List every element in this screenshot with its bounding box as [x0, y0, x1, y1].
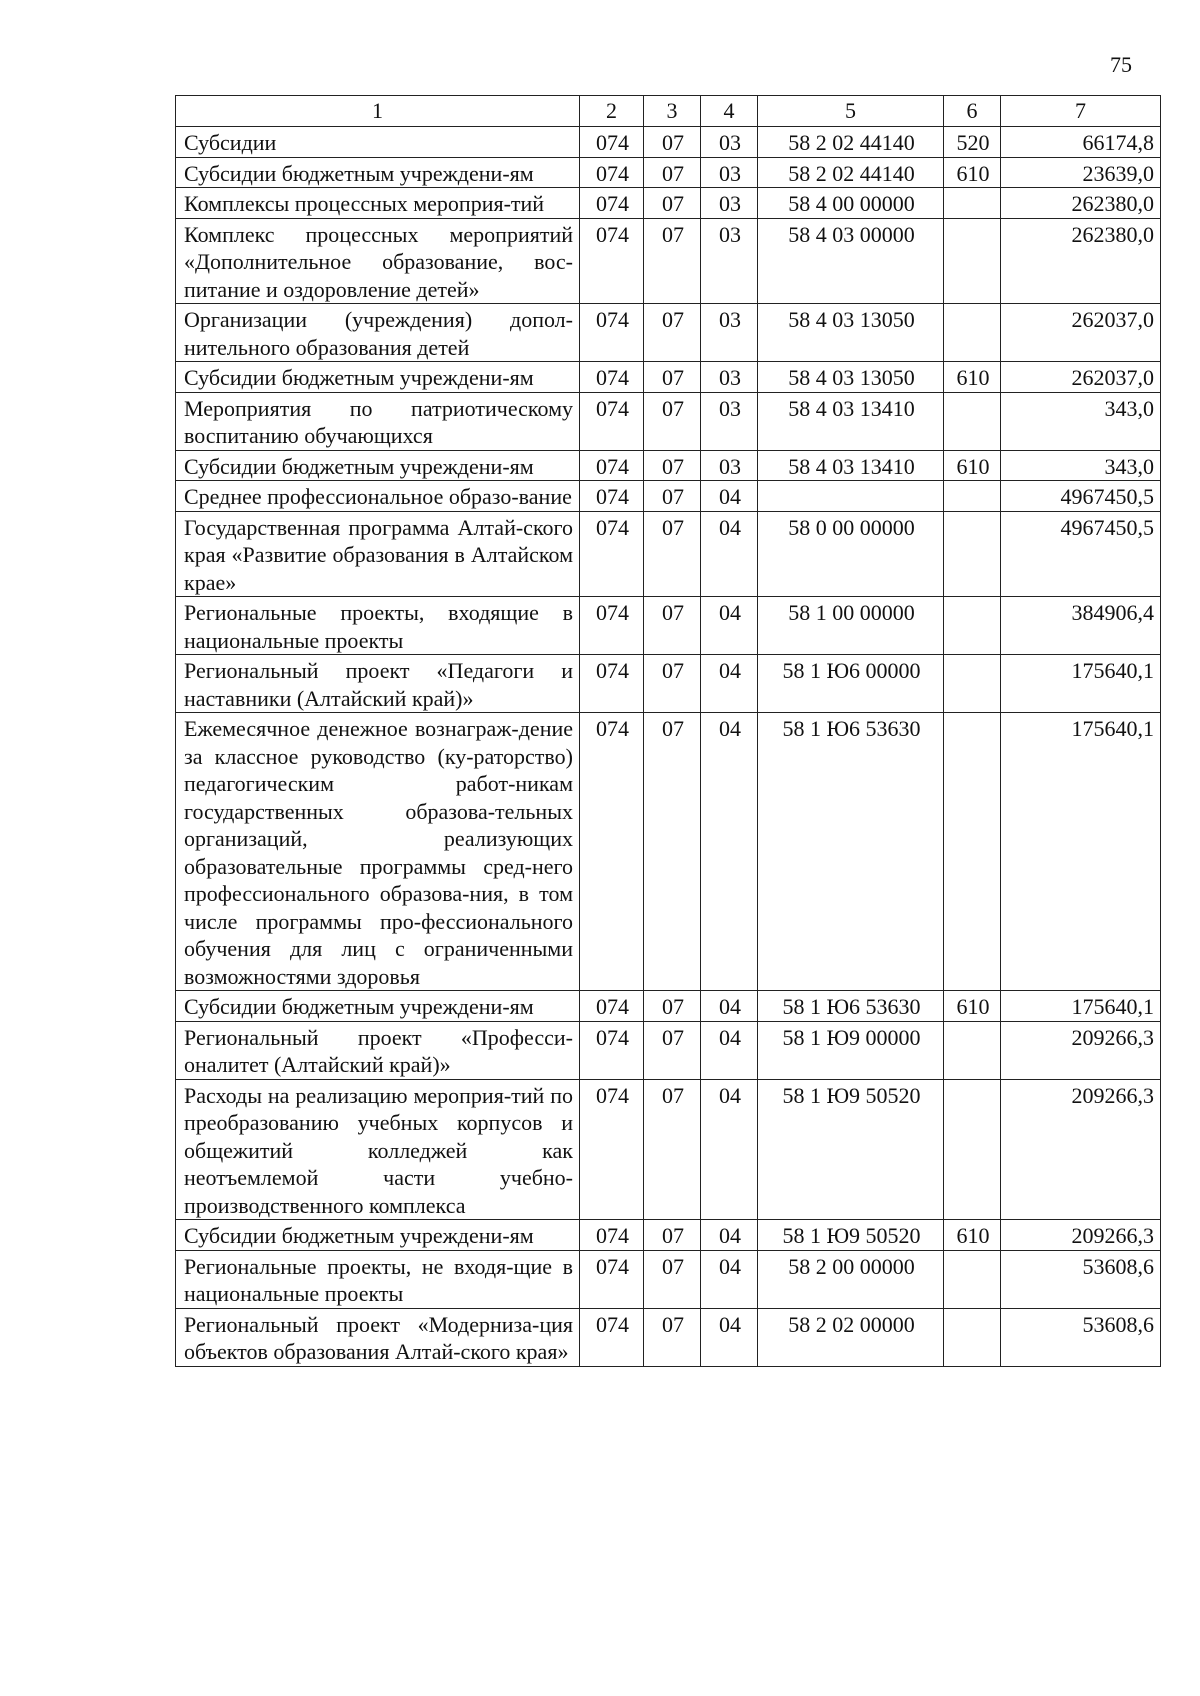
header-cell: 7: [1001, 96, 1161, 127]
row-name-cell: Региональный проект «Педагоги и наставники (Алтайский край)»: [176, 655, 580, 713]
amount-cell: 262380,0: [1001, 188, 1161, 219]
expense-type-cell: [944, 597, 1001, 655]
budget-table: [175, 95, 1161, 1367]
subsection-code-cell: 04: [701, 991, 758, 1022]
target-article-cell: 58 4 03 00000: [758, 218, 944, 304]
section-code-cell: 07: [644, 450, 701, 481]
target-article-cell: 58 1 Ю9 50520: [758, 1220, 944, 1251]
subsection-code-cell: 04: [701, 713, 758, 991]
table-row: [176, 304, 1161, 362]
row-name-cell: Субсидии бюджетным учреждени-ям: [176, 991, 580, 1022]
page-number: 75: [1110, 52, 1132, 77]
target-article-cell: 58 4 03 13050: [758, 362, 944, 393]
subsection-code-cell: 04: [701, 1308, 758, 1366]
table-header-row: [176, 96, 1161, 127]
amount-cell: 209266,3: [1001, 1021, 1161, 1079]
table-row: [176, 218, 1161, 304]
expense-type-cell: 610: [944, 362, 1001, 393]
target-article-cell: 58 2 00 00000: [758, 1250, 944, 1308]
ministry-code-cell: 074: [580, 1021, 644, 1079]
table-row: [176, 157, 1161, 188]
expense-type-cell: [944, 218, 1001, 304]
ministry-code-cell: 074: [580, 188, 644, 219]
expense-type-cell: 610: [944, 450, 1001, 481]
target-article-cell: 58 1 Ю9 50520: [758, 1079, 944, 1220]
ministry-code-cell: 074: [580, 127, 644, 158]
amount-cell: 53608,6: [1001, 1308, 1161, 1366]
subsection-code-cell: 04: [701, 1021, 758, 1079]
subsection-code-cell: 03: [701, 392, 758, 450]
header-cell: 5: [758, 96, 944, 127]
ministry-code-cell: 074: [580, 713, 644, 991]
table-row: [176, 655, 1161, 713]
subsection-code-cell: 03: [701, 188, 758, 219]
amount-cell: 343,0: [1001, 450, 1161, 481]
row-name-cell: Субсидии бюджетным учреждени-ям: [176, 157, 580, 188]
target-article-cell: 58 2 02 00000: [758, 1308, 944, 1366]
section-code-cell: 07: [644, 392, 701, 450]
header-cell: 3: [644, 96, 701, 127]
target-article-cell: 58 2 02 44140: [758, 157, 944, 188]
table-row: [176, 597, 1161, 655]
subsection-code-cell: 03: [701, 304, 758, 362]
header-cell: 2: [580, 96, 644, 127]
target-article-cell: 58 4 03 13050: [758, 304, 944, 362]
ministry-code-cell: 074: [580, 1220, 644, 1251]
section-code-cell: 07: [644, 713, 701, 991]
row-name-cell: Региональные проекты, входящие в национальные проекты: [176, 597, 580, 655]
ministry-code-cell: 074: [580, 1079, 644, 1220]
target-article-cell: 58 4 03 13410: [758, 450, 944, 481]
ministry-code-cell: 074: [580, 597, 644, 655]
subsection-code-cell: 03: [701, 362, 758, 393]
ministry-code-cell: 074: [580, 655, 644, 713]
subsection-code-cell: 04: [701, 1079, 758, 1220]
ministry-code-cell: 074: [580, 1308, 644, 1366]
subsection-code-cell: 04: [701, 1250, 758, 1308]
row-name-cell: Субсидии: [176, 127, 580, 158]
amount-cell: 262037,0: [1001, 362, 1161, 393]
expense-type-cell: [944, 392, 1001, 450]
section-code-cell: 07: [644, 511, 701, 597]
subsection-code-cell: 04: [701, 597, 758, 655]
table-row: [176, 713, 1161, 991]
amount-cell: 209266,3: [1001, 1079, 1161, 1220]
target-article-cell: 58 4 00 00000: [758, 188, 944, 219]
section-code-cell: 07: [644, 1220, 701, 1251]
section-code-cell: 07: [644, 157, 701, 188]
subsection-code-cell: 04: [701, 1220, 758, 1251]
expense-type-cell: 610: [944, 1220, 1001, 1251]
amount-cell: 66174,8: [1001, 127, 1161, 158]
section-code-cell: 07: [644, 1250, 701, 1308]
row-name-cell: Мероприятия по патриотическому воспитанию обучающихся: [176, 392, 580, 450]
table-row: [176, 1220, 1161, 1251]
section-code-cell: 07: [644, 1021, 701, 1079]
amount-cell: 262037,0: [1001, 304, 1161, 362]
ministry-code-cell: 074: [580, 218, 644, 304]
expense-type-cell: [944, 655, 1001, 713]
section-code-cell: 07: [644, 127, 701, 158]
subsection-code-cell: 03: [701, 218, 758, 304]
expense-type-cell: [944, 1021, 1001, 1079]
ministry-code-cell: 074: [580, 392, 644, 450]
row-name-cell: Региональный проект «Модерниза-ция объектов образования Алтай-ского края»: [176, 1308, 580, 1366]
amount-cell: 262380,0: [1001, 218, 1161, 304]
section-code-cell: 07: [644, 304, 701, 362]
subsection-code-cell: 04: [701, 655, 758, 713]
target-article-cell: 58 1 Ю6 53630: [758, 991, 944, 1022]
row-name-cell: Субсидии бюджетным учреждени-ям: [176, 450, 580, 481]
subsection-code-cell: 03: [701, 127, 758, 158]
ministry-code-cell: 074: [580, 1250, 644, 1308]
amount-cell: 175640,1: [1001, 655, 1161, 713]
target-article-cell: 58 1 00 00000: [758, 597, 944, 655]
section-code-cell: 07: [644, 655, 701, 713]
subsection-code-cell: 03: [701, 450, 758, 481]
table-row: [176, 991, 1161, 1022]
expense-type-cell: [944, 511, 1001, 597]
expense-type-cell: 610: [944, 157, 1001, 188]
ministry-code-cell: 074: [580, 481, 644, 512]
row-name-cell: Государственная программа Алтай-ского края «Развитие образования в Алтайском крае»: [176, 511, 580, 597]
section-code-cell: 07: [644, 1308, 701, 1366]
row-name-cell: Среднее профессиональное образо-вание: [176, 481, 580, 512]
section-code-cell: 07: [644, 362, 701, 393]
expense-type-cell: [944, 713, 1001, 991]
table-row: [176, 450, 1161, 481]
ministry-code-cell: 074: [580, 157, 644, 188]
section-code-cell: 07: [644, 1079, 701, 1220]
row-name-cell: Субсидии бюджетным учреждени-ям: [176, 362, 580, 393]
subsection-code-cell: 04: [701, 481, 758, 512]
subsection-code-cell: 04: [701, 511, 758, 597]
amount-cell: 4967450,5: [1001, 511, 1161, 597]
row-name-cell: Региональный проект «Професси-оналитет (Алтайский край)»: [176, 1021, 580, 1079]
expense-type-cell: [944, 1250, 1001, 1308]
row-name-cell: Ежемесячное денежное вознаграж-дение за классное руководство (ку-раторство) педагогическим работ-никам государственных образова-тельных организаций, реализующих образовательные программы сред-него профессионального образова-ния, в том числе программы про-фессионального обучения для лиц с ограниченными возможностями здоровья: [176, 713, 580, 991]
target-article-cell: 58 4 03 13410: [758, 392, 944, 450]
amount-cell: 23639,0: [1001, 157, 1161, 188]
table-row: [176, 1308, 1161, 1366]
ministry-code-cell: 074: [580, 450, 644, 481]
target-article-cell: 58 1 Ю6 53630: [758, 713, 944, 991]
section-code-cell: 07: [644, 597, 701, 655]
amount-cell: 4967450,5: [1001, 481, 1161, 512]
table-row: [176, 481, 1161, 512]
row-name-cell: Организации (учреждения) допол-нительного образования детей: [176, 304, 580, 362]
amount-cell: 175640,1: [1001, 991, 1161, 1022]
amount-cell: 175640,1: [1001, 713, 1161, 991]
row-name-cell: Субсидии бюджетным учреждени-ям: [176, 1220, 580, 1251]
ministry-code-cell: 074: [580, 304, 644, 362]
ministry-code-cell: 074: [580, 991, 644, 1022]
table-row: [176, 511, 1161, 597]
table-row: [176, 1079, 1161, 1220]
section-code-cell: 07: [644, 481, 701, 512]
row-name-cell: Комплекс процессных мероприятий «Дополнительное образование, вос-питание и оздоровление детей»: [176, 218, 580, 304]
table-row: [176, 1021, 1161, 1079]
ministry-code-cell: 074: [580, 511, 644, 597]
target-article-cell: 58 1 Ю6 00000: [758, 655, 944, 713]
section-code-cell: 07: [644, 991, 701, 1022]
row-name-cell: Комплексы процессных мероприя-тий: [176, 188, 580, 219]
amount-cell: 209266,3: [1001, 1220, 1161, 1251]
expense-type-cell: [944, 304, 1001, 362]
table-row: [176, 188, 1161, 219]
amount-cell: 384906,4: [1001, 597, 1161, 655]
expense-type-cell: [944, 188, 1001, 219]
header-cell: 4: [701, 96, 758, 127]
table-row: [176, 127, 1161, 158]
expense-type-cell: [944, 481, 1001, 512]
expense-type-cell: [944, 1079, 1001, 1220]
ministry-code-cell: 074: [580, 362, 644, 393]
header-cell: 1: [176, 96, 580, 127]
amount-cell: 343,0: [1001, 392, 1161, 450]
expense-type-cell: 610: [944, 991, 1001, 1022]
section-code-cell: 07: [644, 188, 701, 219]
amount-cell: 53608,6: [1001, 1250, 1161, 1308]
table-row: [176, 362, 1161, 393]
row-name-cell: Региональные проекты, не входя-щие в национальные проекты: [176, 1250, 580, 1308]
subsection-code-cell: 03: [701, 157, 758, 188]
target-article-cell: 58 0 00 00000: [758, 511, 944, 597]
header-cell: 6: [944, 96, 1001, 127]
target-article-cell: 58 1 Ю9 00000: [758, 1021, 944, 1079]
section-code-cell: 07: [644, 218, 701, 304]
expense-type-cell: 520: [944, 127, 1001, 158]
target-article-cell: [758, 481, 944, 512]
table-row: [176, 392, 1161, 450]
target-article-cell: 58 2 02 44140: [758, 127, 944, 158]
row-name-cell: Расходы на реализацию мероприя-тий по преобразованию учебных корпусов и общежитий колледжей как неотъемлемой части учебно-производственного комплекса: [176, 1079, 580, 1220]
table-row: [176, 1250, 1161, 1308]
expense-type-cell: [944, 1308, 1001, 1366]
